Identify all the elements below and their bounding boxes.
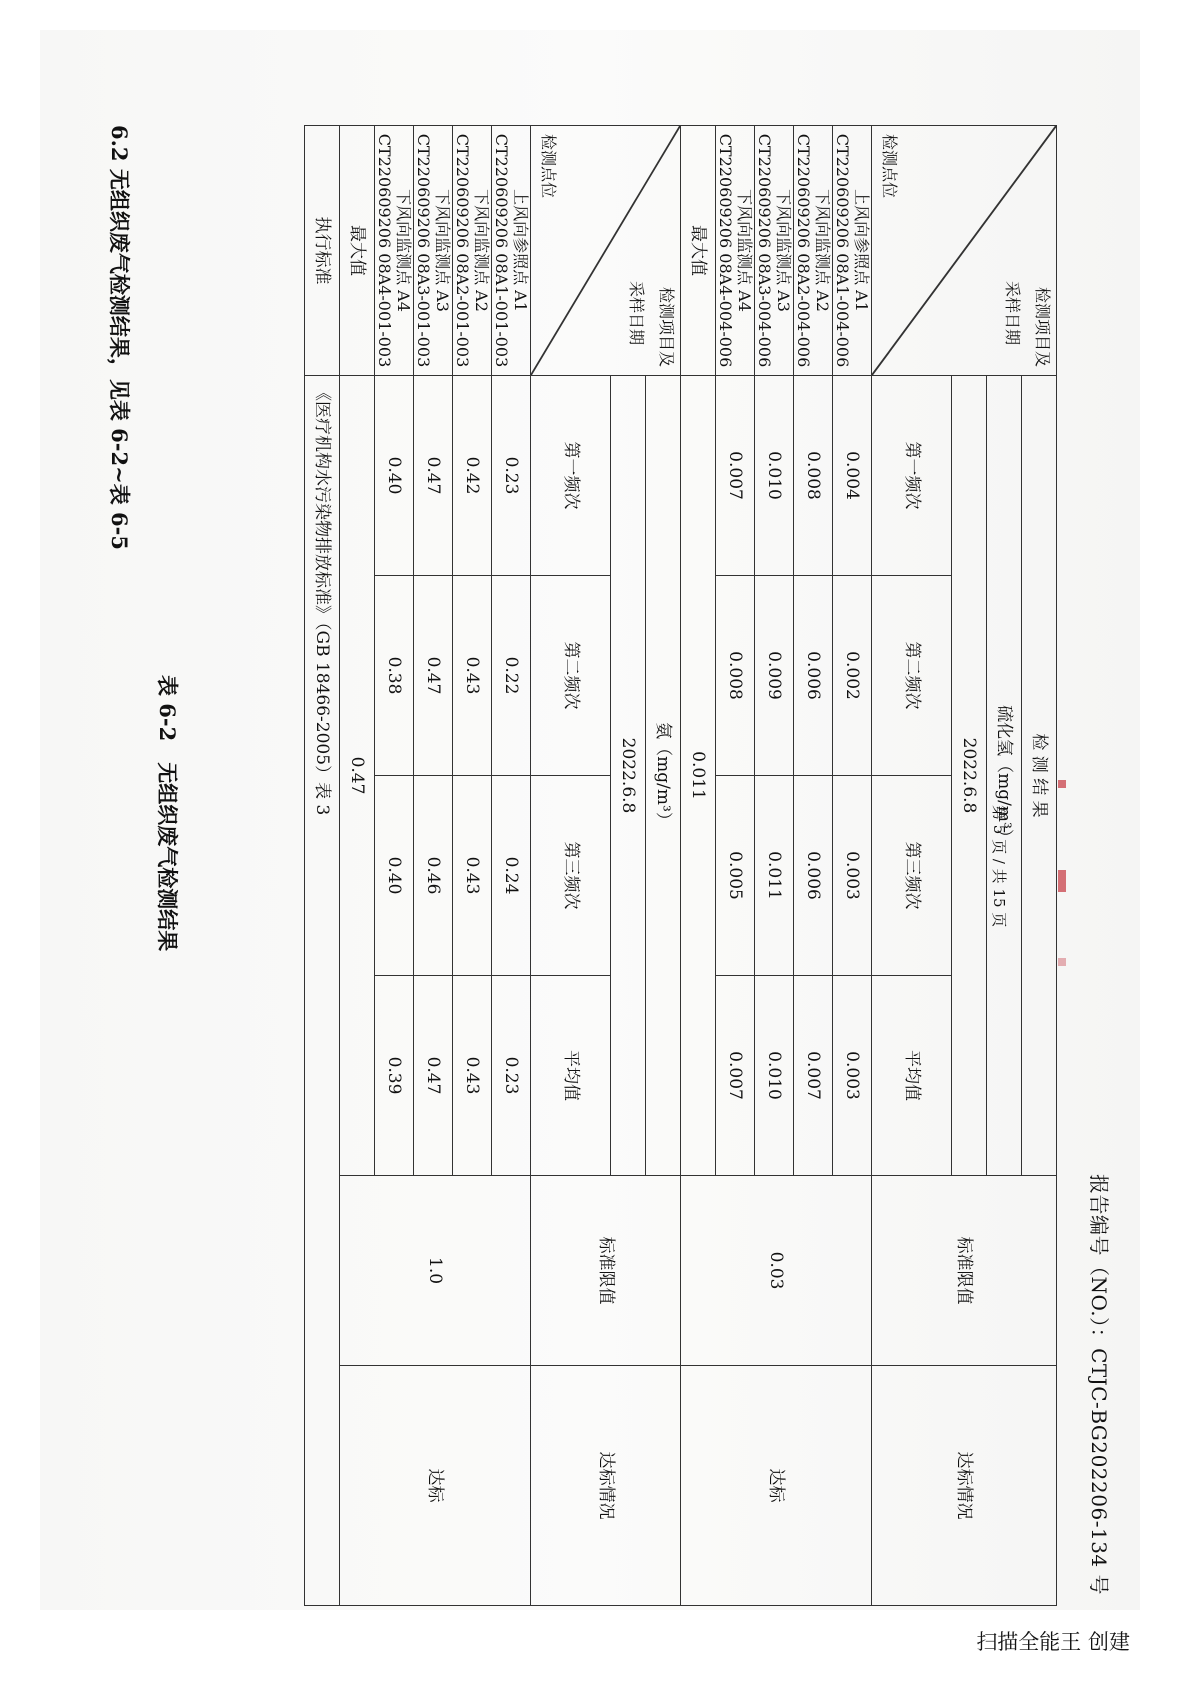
point-cell [716,126,755,376]
point-cell [755,126,794,376]
status-header [872,1366,1057,1606]
value-avg: 0.39 [375,976,414,1176]
freq-2: 第二频次 [531,576,611,776]
freq-1: 第一频次 [872,376,952,576]
freq-1: 第一频次 [531,376,611,576]
value-1: 0.42 [453,376,492,576]
value-2: 0.008 [716,576,755,776]
item-label: 检测项目及 [1033,286,1052,367]
nh3-limit: 1.0 [340,1176,531,1366]
point-name: 下风向监测点 A2 [472,189,491,312]
value-1: 0.23 [492,376,531,576]
scanner-brand: 扫描全能王 创建 [976,1630,1130,1654]
value-avg: 0.010 [755,976,794,1176]
h2s-max: 0.011 [681,376,716,1176]
value-2: 0.006 [794,576,833,776]
header-diagonal-cell [531,126,681,376]
table-row [833,126,872,1606]
freq-avg: 平均值 [872,976,952,1176]
point-name: 下风向监测点 A4 [735,189,754,312]
point-cell [794,126,833,376]
page-number: 第 5 页 / 共 15 页 [990,805,1008,928]
value-2: 0.009 [755,576,794,776]
value-avg: 0.003 [833,976,872,1176]
sample-code: CT220609206 08A2-004-006 [794,133,813,368]
value-2: 0.22 [492,576,531,776]
sample-code: CT220609206 08A2-001-003 [453,133,472,368]
h2s-header-row-1 [1022,126,1057,1606]
standard-label: 执行标准 [305,126,340,376]
freq-2: 第二频次 [872,576,952,776]
header-diagonal-cell [872,126,1057,376]
point-name: 下风向监测点 A3 [774,189,793,312]
value-avg: 0.47 [414,976,453,1176]
value-2: 0.38 [375,576,414,776]
freq-avg: 平均值 [531,976,611,1176]
value-3: 0.40 [375,776,414,976]
value-3: 0.43 [453,776,492,976]
table-row [492,126,531,1606]
standard-row [305,126,340,1606]
sample-code: CT220609206 08A1-004-006 [833,133,852,368]
value-2: 0.43 [453,576,492,776]
limit-header-text: 标准限值 [954,1236,975,1305]
status-header-text: 达标情况 [954,1451,975,1520]
sample-code: CT220609206 08A1-001-003 [492,133,511,368]
value-avg: 0.007 [716,976,755,1176]
sample-code: CT220609206 08A3-001-003 [414,133,433,368]
section-title: 6.2 无组织废气检测结果，见表 6-2~表 6-5 [107,125,132,550]
max-label: 最大值 [681,126,716,376]
freq-3: 第三频次 [531,776,611,976]
h2s-limit: 0.03 [681,1176,872,1366]
sample-code: CT220609206 08A3-004-006 [755,133,774,368]
value-avg: 0.43 [453,976,492,1176]
nh3-status: 达标 [340,1366,531,1606]
value-3: 0.24 [492,776,531,976]
value-2: 0.47 [414,576,453,776]
limit-header [531,1176,681,1366]
nh3-header-row-1 [646,126,681,1606]
value-1: 0.007 [716,376,755,576]
value-avg: 0.007 [794,976,833,1176]
h2s-date: 2022.6.8 [952,376,987,1176]
value-3: 0.003 [833,776,872,976]
point-name: 下风向监测点 A3 [433,189,452,312]
date-label: 采样日期 [1003,280,1022,345]
value-1: 0.40 [375,376,414,576]
h2s-item: 硫化氢（mg/m³） [987,376,1022,1176]
point-name: 上风向参照点 A1 [511,189,530,312]
point-cell [492,126,531,376]
item-label: 检测项目及 [657,286,676,367]
value-1: 0.47 [414,376,453,576]
limit-header-text: 标准限值 [596,1236,616,1305]
results-table [304,125,1057,1606]
table-title: 表 6-2 无组织废气检测结果 [155,675,180,952]
point-label: 检测点位 [539,134,558,199]
value-1: 0.008 [794,376,833,576]
limit-header [872,1176,1057,1366]
value-3: 0.006 [794,776,833,976]
point-label: 检测点位 [880,134,899,199]
results-label: 检 测 结 果 [1022,376,1057,1176]
stamp-mark-2 [1058,870,1066,892]
nh3-item: 氨（mg/m³） [646,376,681,1176]
point-cell [375,126,414,376]
nh3-date: 2022.6.8 [611,376,646,1176]
point-name: 下风向监测点 A2 [813,189,832,312]
h2s-status: 达标 [681,1366,872,1606]
standard-value: 《医疗机构水污染物排放标准》（GB 18466-2005）表 3 [305,376,340,1606]
nh3-max: 0.47 [340,376,375,1176]
value-1: 0.010 [755,376,794,576]
status-header-text: 达标情况 [596,1451,616,1520]
value-3: 0.46 [414,776,453,976]
sample-code: CT220609206 08A4-004-006 [716,133,735,368]
status-header [531,1366,681,1606]
stamp-mark-1 [1058,780,1066,788]
report-number: 报告编号（NO.）：CTJC-BG202206-134 号 [1087,1174,1111,1595]
point-cell [833,126,872,376]
sample-code: CT220609206 08A4-001-003 [375,133,394,368]
point-name: 下风向监测点 A4 [394,189,413,312]
value-3: 0.011 [755,776,794,976]
point-cell [453,126,492,376]
date-label: 采样日期 [627,280,646,345]
value-1: 0.004 [833,376,872,576]
max-label: 最大值 [340,126,375,376]
stamp-mark-3 [1058,958,1066,966]
point-name: 上风向参照点 A1 [852,189,871,312]
value-3: 0.005 [716,776,755,976]
freq-3: 第三频次 [872,776,952,976]
value-2: 0.002 [833,576,872,776]
point-cell [414,126,453,376]
rotated-page-content [61,115,1125,1599]
value-avg: 0.23 [492,976,531,1176]
